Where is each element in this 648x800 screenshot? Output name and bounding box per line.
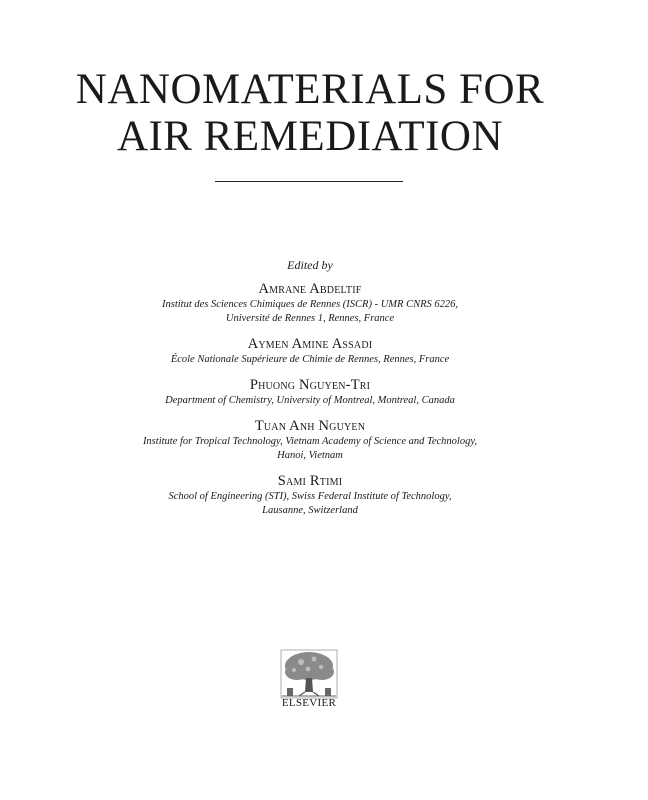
edited-by-label: Edited by	[287, 258, 333, 272]
editor-affiliation: Université de Rennes 1, Rennes, France	[225, 313, 395, 324]
editor-entry	[0, 473, 620, 518]
editor-affiliation: Institut des Sciences Chimiques de Rennes (ISCR) - UMR CNRS 6226,	[162, 299, 458, 310]
editor-name: Aymen Amine Assadi	[247, 336, 373, 352]
editor-name: Amrane Abdeltif	[258, 281, 362, 297]
editor-affiliation: École Nationale Supérieure de Chimie de Rennes, Rennes, France	[170, 354, 450, 365]
editor-affiliation: Institute for Tropical Technology, Vietnam Academy of Science and Technology,	[142, 436, 478, 447]
publisher-name: ELSEVIER	[281, 697, 337, 709]
editor-affiliation: Department of Chemistry, University of Montreal, Montreal, Canada	[165, 395, 455, 406]
editor-entry	[0, 418, 620, 463]
editor-entry	[0, 336, 620, 367]
editor-affiliation: School of Engineering (STI), Swiss Federal Institute of Technology,	[168, 491, 452, 502]
editor-affiliation: Hanoi, Vietnam	[277, 450, 343, 461]
editor-entry	[0, 377, 620, 408]
editor-affiliation: Lausanne, Switzerland	[262, 505, 358, 516]
book-title-line-1: NANOMATERIALS FOR	[75, 66, 545, 113]
editor-entry	[0, 281, 620, 326]
book-title-line-2: AIR REMEDIATION	[116, 113, 504, 160]
editor-name: Sami Rtimi	[277, 473, 343, 489]
editor-name: Tuan Anh Nguyen	[254, 418, 366, 434]
editor-name: Phuong Nguyen-Tri	[249, 377, 371, 393]
title-divider	[215, 181, 403, 182]
